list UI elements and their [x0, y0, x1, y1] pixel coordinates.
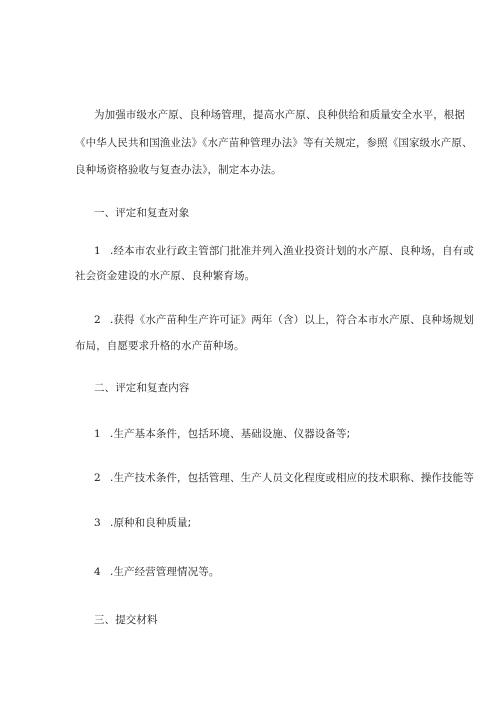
- intro-line-2: 《中华人民共和国渔业法》《水产苗种管理办法》等有关规定，参照《国家级水产原、: [75, 137, 473, 149]
- section-1-heading: 一、评定和复查对象: [94, 207, 190, 219]
- item-text: .生产技术条件，包括管理、生产人员文化程度或相应的技术职称、操作技能等: [110, 472, 474, 484]
- section-2-item-2: [94, 471, 474, 485]
- item-number: 3: [94, 517, 101, 529]
- section-3-heading: 三、提交材料: [94, 614, 158, 626]
- item-number: 2: [94, 472, 101, 484]
- item-text: .生产经营管理情况等。: [110, 566, 220, 578]
- section-2-item-3: [94, 516, 191, 530]
- intro-line-3: 良种场资格验收与复查办法》，制定本办法。: [75, 164, 282, 176]
- section-2-item-1: [94, 427, 350, 441]
- section-2-heading: 二、评定和复查内容: [94, 382, 190, 394]
- item-text: .获得《水产苗种生产许可证》两年（含）以上，符合本市水产原、良种场规划: [110, 314, 474, 326]
- intro-line-1: 为加强市级水产原、良种场管理，提高水产原、良种供给和质量安全水平，根据: [94, 109, 465, 121]
- item-text: .原种和良种质量;: [110, 517, 192, 529]
- item-number: 4: [94, 566, 101, 578]
- item-text: .经本市农业行政主管部门批准并列入渔业投资计划的水产原、良种场，自有或: [110, 245, 474, 257]
- item-text: .生产基本条件，包括环境、基础设施、仪器设备等;: [110, 428, 351, 440]
- section-1-item-2-line-1: [94, 313, 474, 327]
- item-number: 1: [94, 245, 101, 257]
- section-2-item-4: [94, 565, 219, 579]
- section-1-item-1-line-2: 社会资金建设的水产原、良种繁育场。: [75, 270, 256, 282]
- section-1-item-2-line-2: 布局，自愿要求升格的水产苗种场。: [75, 340, 245, 352]
- item-number: 1: [94, 428, 101, 440]
- item-number: 2: [94, 314, 101, 326]
- section-1-item-1-line-1: [94, 244, 474, 258]
